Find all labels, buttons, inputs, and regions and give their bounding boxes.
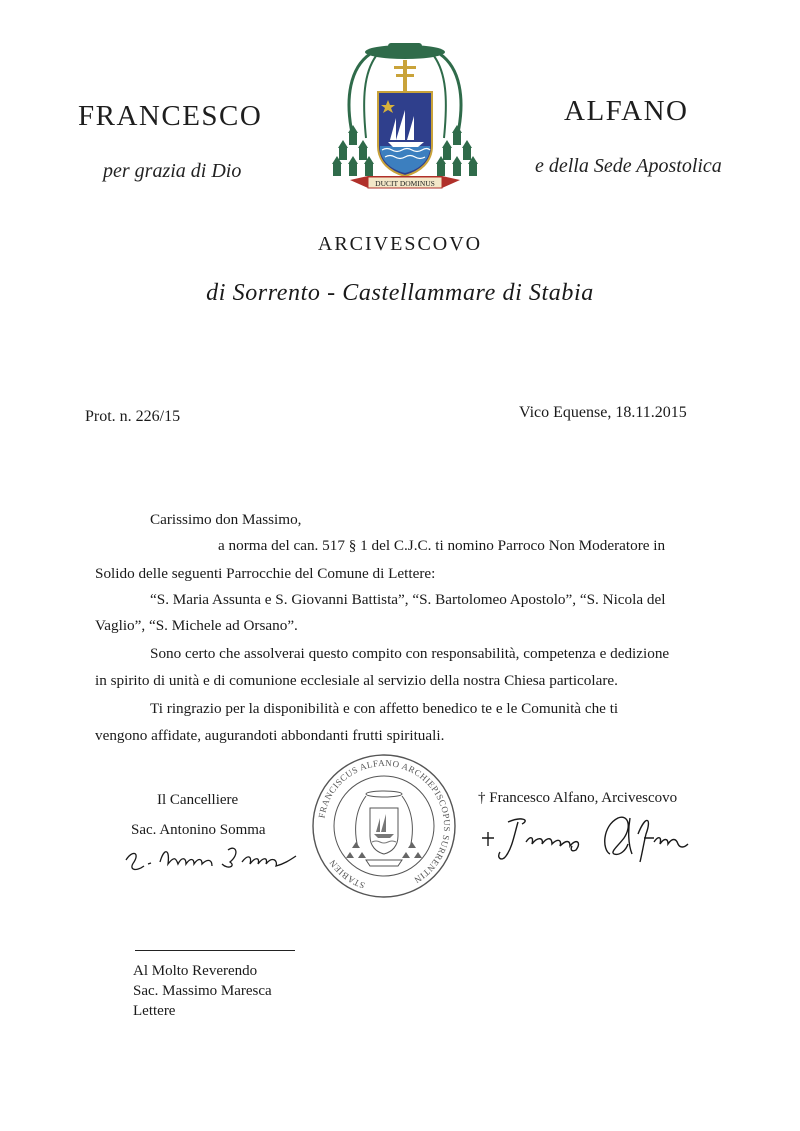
coat-of-arms-icon	[330, 38, 480, 200]
address-line-2: Sac. Massimo Maresca	[133, 983, 272, 999]
grace-left: per grazia di Dio	[103, 160, 242, 182]
author-last-name: ALFANO	[564, 95, 689, 127]
paragraph-2-line-1: “S. Maria Assunta e S. Giovanni Battista”, “S. Bartolomeo Apostolo”, “S. Nicola del	[150, 591, 666, 608]
address-line-1: Al Molto Reverendo	[133, 963, 258, 979]
official-seal-icon	[310, 752, 458, 900]
paragraph-3-line-2: in spirito di unità e di comunione ecclesiale al servizio della nostra Chiesa particolare.	[95, 672, 618, 689]
chancellor-name: Sac. Antonino Somma	[131, 822, 266, 838]
grace-right: e della Sede Apostolica	[535, 155, 722, 177]
paragraph-1-line-1: a norma del can. 517 § 1 del C.J.C. ti nomino Parroco Non Moderatore in	[218, 537, 666, 554]
see-subtitle: di Sorrento - Castellammare di Stabia	[206, 280, 594, 306]
paragraph-3-line-1: Sono certo che assolverai questo compito con responsabilità, competenza e dedizione	[150, 645, 670, 662]
place-date: Vico Equense, 18.11.2015	[519, 404, 687, 421]
archbishop-signature-line: † Francesco Alfano, Arcivescovo	[478, 790, 678, 806]
archbishop-signature-icon	[478, 808, 698, 870]
coat-of-arms-motto: DUCIT DOMINUS	[375, 179, 435, 188]
paragraph-4-line-2: vengono affidate, augurandoti abbondanti frutti spirituali.	[95, 727, 445, 744]
seal-text-bottom: STABIEN	[327, 857, 367, 891]
chancellor-signature-icon	[120, 838, 320, 878]
salutation: Carissimo don Massimo,	[150, 511, 302, 528]
paragraph-1-line-2: Solido delle seguenti Parrocchie del Comune di Lettere:	[95, 565, 436, 582]
address-divider	[135, 950, 295, 951]
paragraph-2-line-2: Vaglio”, “S. Michele ad Orsano”.	[95, 617, 298, 634]
chancellor-title: Il Cancelliere	[157, 792, 239, 808]
paragraph-4-line-1: Ti ringrazio per la disponibilità e con affetto benedico te e le Comunità che ti	[150, 700, 619, 717]
author-first-name: FRANCESCO	[78, 100, 263, 132]
office-title: ARCIVESCOVO	[317, 233, 483, 255]
seal-text-top: FRANCISCUS ALFANO ARCHIEPISCOPUS SURRENTIN	[316, 757, 453, 886]
address-line-3: Lettere	[133, 1003, 176, 1019]
protocol-number: Prot. n. 226/15	[85, 408, 181, 425]
